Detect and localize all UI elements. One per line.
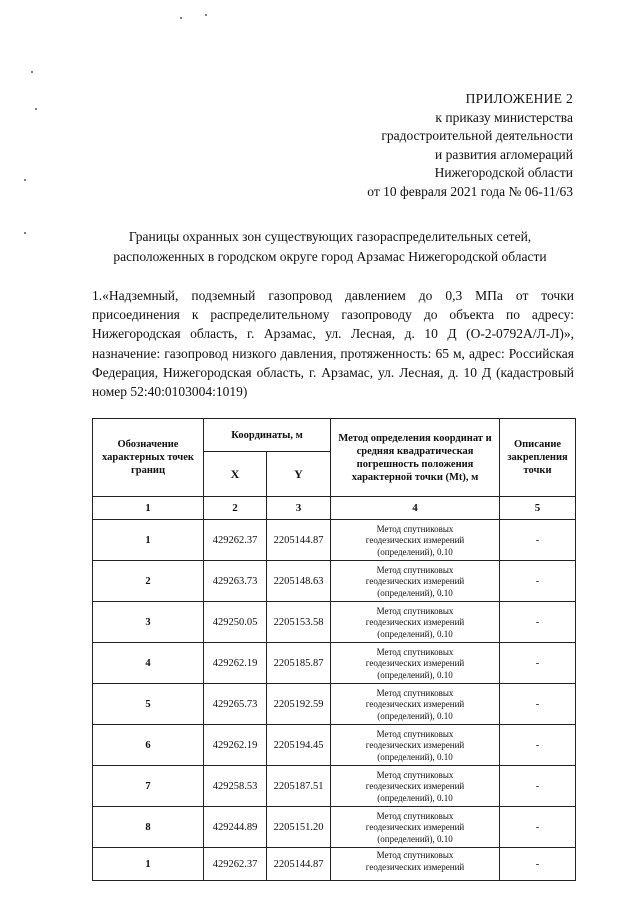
scan-speck bbox=[24, 232, 26, 234]
table-row bbox=[93, 643, 576, 684]
scan-speck bbox=[180, 17, 182, 19]
method-cell bbox=[331, 602, 500, 643]
coord-y: 2205192.59 bbox=[267, 684, 331, 725]
coord-x: 429263.73 bbox=[204, 561, 267, 602]
column-number: 5 bbox=[500, 497, 576, 520]
title-line-2: расположенных в городском округе город Арзамас Нижегородской области bbox=[113, 249, 547, 264]
method-cell bbox=[331, 725, 500, 766]
method-line: геодезических измерений bbox=[365, 861, 465, 872]
method-cell bbox=[331, 684, 500, 725]
coord-x: 429262.19 bbox=[204, 643, 267, 684]
coord-y: 2205144.87 bbox=[267, 848, 331, 881]
header-method: Метод определения координат и средняя квадратическая погрешность положения характерной точки (Mt), м bbox=[331, 419, 500, 497]
method-line: геодезических измерений bbox=[365, 781, 465, 792]
method-line: (определений), 0.10 bbox=[377, 669, 453, 680]
point-label: 1 bbox=[93, 848, 204, 881]
coord-x: 429262.37 bbox=[204, 520, 267, 561]
header-y: Y bbox=[267, 452, 331, 497]
header-coordinates: Координаты, м bbox=[204, 419, 331, 452]
method-cell bbox=[331, 520, 500, 561]
coord-y: 2205144.87 bbox=[267, 520, 331, 561]
method-line: Метод спутниковых bbox=[376, 850, 454, 860]
point-label: 5 bbox=[93, 684, 204, 725]
header-line: и развития агломераций bbox=[434, 146, 573, 162]
appendix-header bbox=[330, 90, 573, 201]
coord-y: 2205187.51 bbox=[267, 766, 331, 807]
header-x: X bbox=[204, 452, 267, 497]
method-line: Метод спутниковых bbox=[376, 687, 454, 698]
method-line: геодезических измерений bbox=[365, 617, 465, 628]
table-row bbox=[93, 684, 576, 725]
title-line-1: Границы охранных зон существующих газораспределительных сетей, bbox=[128, 229, 532, 244]
coord-y: 2205153.58 bbox=[267, 602, 331, 643]
table-row bbox=[93, 520, 576, 561]
scan-speck bbox=[31, 71, 33, 73]
column-number: 2 bbox=[204, 497, 267, 520]
scan-speck bbox=[35, 108, 37, 110]
method-line: (определений), 0.10 bbox=[377, 546, 453, 557]
method-line: Метод спутниковых bbox=[376, 810, 454, 821]
method-line: Метод спутниковых bbox=[376, 769, 454, 780]
fixation-description: - bbox=[500, 848, 576, 881]
scan-speck bbox=[24, 179, 26, 181]
method-cell bbox=[331, 561, 500, 602]
coord-x: 429265.73 bbox=[204, 684, 267, 725]
method-cell bbox=[331, 643, 500, 684]
order-date-number: от 10 февраля 2021 года № 06-11/63 bbox=[367, 183, 573, 199]
method-line: геодезических измерений bbox=[365, 740, 465, 751]
table-row bbox=[93, 766, 576, 807]
point-label: 2 bbox=[93, 561, 204, 602]
method-line: (определений), 0.10 bbox=[377, 710, 453, 721]
fixation-description: - bbox=[500, 766, 576, 807]
fixation-description: - bbox=[500, 725, 576, 766]
fixation-description: - bbox=[500, 684, 576, 725]
fixation-description: - bbox=[500, 520, 576, 561]
coord-x: 429262.19 bbox=[204, 725, 267, 766]
column-numbers-row bbox=[93, 497, 576, 520]
table-row bbox=[93, 848, 576, 881]
method-line: (определений), 0.10 bbox=[377, 587, 453, 598]
header-description: Описание закрепления точки bbox=[500, 419, 576, 497]
coordinates-table bbox=[92, 418, 576, 881]
header-line: Нижегородской области bbox=[434, 165, 573, 180]
coord-x: 429258.53 bbox=[204, 766, 267, 807]
point-label: 4 bbox=[93, 643, 204, 684]
method-line: Метод спутниковых bbox=[376, 523, 454, 534]
header-line: к приказу министерства bbox=[435, 109, 573, 125]
column-number: 3 bbox=[267, 497, 331, 520]
method-line: (определений), 0.10 bbox=[377, 792, 453, 803]
coord-y: 2205185.87 bbox=[267, 643, 331, 684]
coord-y: 2205194.45 bbox=[267, 725, 331, 766]
column-number: 1 bbox=[93, 497, 204, 520]
fixation-description: - bbox=[500, 602, 576, 643]
method-cell bbox=[331, 848, 500, 881]
coord-y: 2205151.20 bbox=[267, 807, 331, 848]
table-row bbox=[93, 561, 576, 602]
method-cell bbox=[331, 807, 500, 848]
method-cell bbox=[331, 766, 500, 807]
object-description: 1.«Надземный, подземный газопровод давлением до 0,3 МПа от точки присоединения к распределительному газопроводу до объекта по адресу: Нижегородская область, г. Арзамас, ул. Лесная, д. 10 Д (О-2-0792А/Л-Л)», назначение: газопровод низкого давления, протяженность: 65 м, адрес: Российская Федерация, Нижегородская область, г. Арзамас, ул. Лесная, д. 10 Д (кадастровый номер 52:40:0103004:1019) bbox=[92, 288, 574, 400]
header-line: градостроительной деятельности bbox=[381, 128, 573, 143]
method-line: геодезических измерений bbox=[365, 822, 465, 833]
document-title bbox=[60, 227, 600, 267]
method-line: (определений), 0.10 bbox=[377, 833, 453, 844]
fixation-description: - bbox=[500, 643, 576, 684]
coord-x: 429262.37 bbox=[204, 848, 267, 881]
coord-x: 429244.89 bbox=[204, 807, 267, 848]
table-row bbox=[93, 602, 576, 643]
column-number: 4 bbox=[331, 497, 500, 520]
point-label: 3 bbox=[93, 602, 204, 643]
method-line: Метод спутниковых bbox=[376, 605, 454, 616]
point-label: 8 bbox=[93, 807, 204, 848]
point-label: 1 bbox=[93, 520, 204, 561]
fixation-description: - bbox=[500, 807, 576, 848]
method-line: геодезических измерений bbox=[365, 576, 465, 587]
method-line: геодезических измерений bbox=[365, 658, 465, 669]
scan-speck bbox=[205, 14, 207, 16]
header-points: Обозначение характерных точек границ bbox=[93, 419, 204, 497]
point-label: 6 bbox=[93, 725, 204, 766]
table-row bbox=[93, 725, 576, 766]
coord-y: 2205148.63 bbox=[267, 561, 331, 602]
method-line: (определений), 0.10 bbox=[377, 628, 453, 639]
method-line: геодезических измерений bbox=[365, 535, 465, 546]
coord-x: 429250.05 bbox=[204, 602, 267, 643]
method-line: Метод спутниковых bbox=[376, 564, 454, 575]
method-line: Метод спутниковых bbox=[376, 728, 454, 739]
method-line: геодезических измерений bbox=[365, 699, 465, 710]
method-line: Метод спутниковых bbox=[376, 646, 454, 657]
point-label: 7 bbox=[93, 766, 204, 807]
method-line: (определений), 0.10 bbox=[377, 751, 453, 762]
appendix-title: ПРИЛОЖЕНИЕ 2 bbox=[465, 91, 573, 106]
table-row bbox=[93, 807, 576, 848]
fixation-description: - bbox=[500, 561, 576, 602]
